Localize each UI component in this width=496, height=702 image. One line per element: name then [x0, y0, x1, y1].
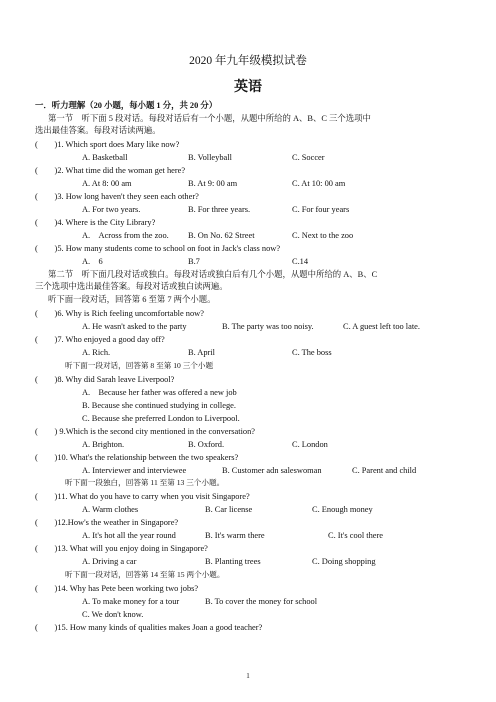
question-15-stem: ( )15. How many kinds of qualities makes Joan a good teacher? — [35, 623, 263, 632]
listening-note-q11-13: 听下面一段独白，回答第 11 至第 13 三个小题。 — [65, 478, 225, 487]
q14-option-c: C. We don't know. — [82, 610, 144, 619]
subject-heading: 英语 — [234, 80, 262, 95]
section-heading: 一．听力理解（20 小题，每小题 1 分，共 20 分） — [35, 101, 218, 110]
q13-option-a: A. Driving a car — [82, 557, 137, 566]
q10-option-c: C. Parent and child — [352, 466, 417, 475]
q4-option-c: C. Next to the zoo — [292, 231, 354, 240]
question-8-stem: ( )8. Why did Sarah leave Liverpool? — [35, 375, 175, 384]
question-13-stem: ( )13. What will you enjoy doing in Singapore? — [35, 544, 208, 553]
q5-option-a: A. 6 — [82, 257, 103, 266]
part2-intro-line1: 第二节 听下面几段对话或独白。每段对话或独白后有几个小题，从题中所给的 A、B、C — [48, 270, 378, 279]
q14-option-b: B. To cover the money for school — [205, 597, 318, 606]
q12-option-a: A. It's hot all the year round — [82, 531, 176, 540]
listening-note-q14-15: 听下面一段对话，回答第 14 至第 15 两个小题。 — [65, 570, 225, 579]
question-9-stem: ( ) 9.Which is the second city mentioned in the conversation? — [35, 427, 256, 436]
question-14-stem: ( )14. Why has Pete been working two jobs? — [35, 584, 199, 593]
q4-option-b: B. On No. 62 Street — [188, 231, 255, 240]
q3-option-c: C. For four years — [292, 205, 350, 214]
exam-title: 2020 年九年级模拟试卷 — [189, 55, 307, 67]
q12-option-b: B. It's warm there — [205, 531, 265, 540]
question-11-stem: ( )11. What do you have to carry when you visit Singapore? — [35, 492, 250, 501]
q13-option-c: C. Doing shopping — [312, 557, 376, 566]
part1-intro-line1: 第一节 听下面 5 段对话。每段对话后有一个小题，从题中所给的 A、B、C 三个选项中 — [48, 114, 371, 123]
q5-option-b: B.7 — [188, 257, 200, 266]
q14-option-a: A. To make money for a tour — [82, 597, 180, 606]
question-4-stem: ( )4. Where is the City Library? — [35, 218, 156, 227]
q2-option-c: C. At 10: 00 am — [292, 179, 346, 188]
q8-option-c: C. Because she preferred London to Liverpool. — [82, 414, 240, 423]
q11-option-a: A. Warm clothes — [82, 505, 139, 514]
q13-option-b: B. Planting trees — [205, 557, 261, 566]
page-number: 1 — [246, 672, 250, 680]
q1-option-c: C. Soccer — [292, 153, 325, 162]
q3-option-b: B. For three years. — [188, 205, 251, 214]
q3-option-a: A. For two years. — [82, 205, 141, 214]
q12-option-c: C. It's cool there — [328, 531, 384, 540]
question-10-stem: ( )10. What's the relationship between the two speakers? — [35, 453, 239, 462]
q1-option-a: A. Basketball — [82, 153, 128, 162]
q6-option-b: B. The party was too noisy. — [222, 322, 314, 331]
q7-option-c: C. The boss — [292, 348, 332, 357]
q8-option-b: B. Because she continued studying in college. — [82, 401, 236, 410]
q10-option-a: A. Interviewer and interviewee — [82, 466, 187, 475]
part2-intro-line2: 三个选项中选出最佳答案。每段对话或独白读两遍。 — [35, 282, 228, 291]
part1-intro-line2: 选出最佳答案。每段对话读两遍。 — [35, 126, 161, 135]
q9-option-c: C. London — [292, 440, 328, 449]
question-1-stem: ( )1. Which sport does Mary like now? — [35, 140, 180, 149]
question-5-stem: ( )5. How many students come to school on foot in Jack's class now? — [35, 244, 281, 253]
listening-note-q6-7: 听下面一段对话，回答第 6 至第 7 两个小题。 — [48, 295, 216, 304]
question-12-stem: ( )12.How's the weather in Singapore? — [35, 518, 179, 527]
q2-option-a: A. At 8: 00 am — [82, 179, 132, 188]
q9-option-b: B. Oxford. — [188, 440, 225, 449]
q6-option-a: A. He wasn't asked to the party — [82, 322, 187, 331]
q11-option-c: C. Enough money — [312, 505, 373, 514]
q4-option-a: A. Across from the zoo. — [82, 231, 169, 240]
question-2-stem: ( )2. What time did the woman get here? — [35, 166, 186, 175]
q2-option-b: B. At 9: 00 am — [188, 179, 238, 188]
q10-option-b: B. Customer adn saleswoman — [222, 466, 322, 475]
listening-note-q8-10: 听下面一段对话，回答第 8 至第 10 三个小题 — [65, 361, 214, 370]
question-6-stem: ( )6. Why is Rich feeling uncomfortable now? — [35, 309, 204, 318]
q11-option-b: B. Car license — [205, 505, 253, 514]
q6-option-c: C. A guest left too late. — [343, 322, 420, 331]
q5-option-c: C.14 — [292, 257, 309, 266]
q1-option-b: B. Volleyball — [188, 153, 232, 162]
question-7-stem: ( )7. Who enjoyed a good day off? — [35, 335, 165, 344]
q7-option-b: B. April — [188, 348, 215, 357]
q8-option-a: A. Because her father was offered a new job — [82, 388, 237, 397]
q9-option-a: A. Brighton. — [82, 440, 125, 449]
question-3-stem: ( )3. How long haven't they seen each other? — [35, 192, 199, 201]
q7-option-a: A. Rich. — [82, 348, 111, 357]
